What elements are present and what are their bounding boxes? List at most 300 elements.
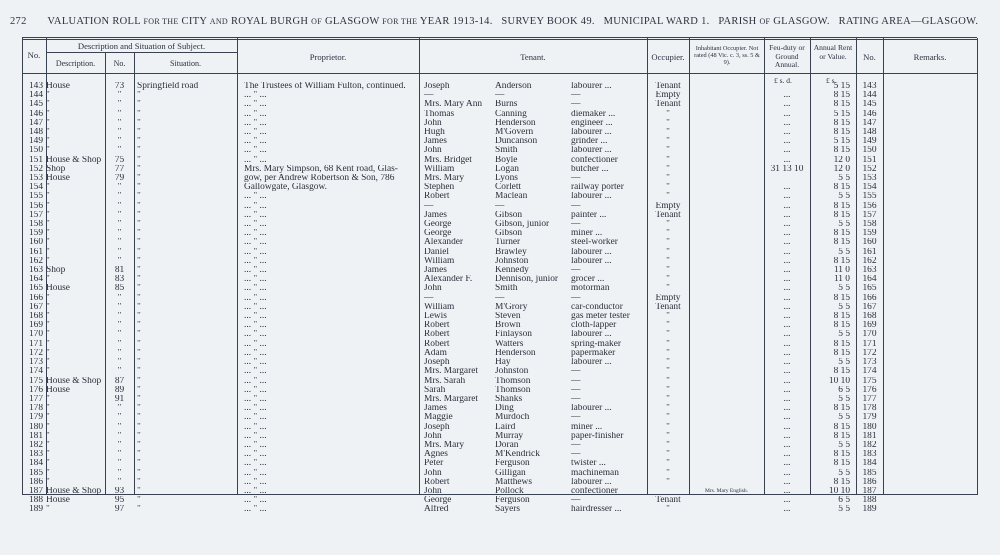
row-number: 172 [28, 348, 43, 358]
row-occupier: Empty [655, 201, 681, 211]
col-header-occupier: Occupier. [651, 52, 685, 62]
row-proprietor: ... " ... [244, 210, 267, 220]
row-inhabitant-occupier [689, 312, 764, 321]
row-number-right: 183 [862, 450, 877, 460]
row-street-number: 89 [114, 385, 125, 395]
row-feu-duty: ... [783, 450, 791, 460]
row-tenant-forename: Mrs. Margaret [424, 367, 478, 377]
title-year: YEAR 1913-14. [419, 16, 493, 27]
row-number: 166 [28, 293, 43, 303]
table-row [22, 377, 883, 386]
header-top-rule-2 [22, 39, 977, 40]
row-occupier: " [666, 192, 670, 202]
table-row [22, 358, 883, 367]
row-situation: " [137, 220, 141, 230]
row-feu-duty: 31 13 10 [770, 164, 804, 174]
row-feu-duty: ... [783, 238, 791, 248]
row-street-number: " [117, 413, 122, 423]
row-tenant-forename: Agnes [424, 450, 448, 460]
row-feu-duty: ... [783, 413, 791, 423]
row-number-right: 162 [862, 256, 877, 266]
row-street-number: 77 [114, 164, 125, 174]
row-tenant-occupation: confectioner [571, 155, 618, 165]
row-annual-value: 5 5 [838, 284, 850, 294]
row-description: " [46, 91, 50, 101]
row-tenant-surname: M'Govern [495, 128, 534, 138]
row-annual-value: 12 0 [833, 155, 850, 165]
row-feu-duty: ... [783, 459, 791, 469]
row-annual-value: 11 0 [833, 266, 850, 276]
table-row [22, 450, 883, 459]
row-number-right: 143 [862, 82, 877, 91]
table-row [22, 100, 883, 109]
row-tenant-surname: Maclean [495, 192, 528, 202]
row-inhabitant-occupier [689, 146, 764, 155]
row-description: " [46, 330, 50, 340]
row-annual-value: 5 15 [833, 82, 850, 91]
row-description: House [46, 385, 70, 395]
row-situation: " [137, 486, 141, 496]
row-annual-value: 8 15 [833, 431, 850, 441]
row-occupier: Tenant [655, 302, 681, 312]
row-tenant-occupation: labourer ... [571, 256, 612, 266]
row-situation: " [137, 100, 141, 110]
table-row [22, 110, 883, 119]
row-proprietor: Gallowgate, Glasgow. [244, 183, 327, 193]
row-street-number: " [117, 339, 122, 349]
row-number-right: 172 [862, 348, 877, 358]
row-inhabitant-occupier [689, 432, 764, 441]
row-tenant-surname: Turner [495, 238, 521, 248]
row-street-number: " [117, 238, 122, 248]
row-feu-duty: ... [783, 376, 791, 386]
row-number: 160 [28, 238, 43, 248]
page-number: 272 [10, 16, 27, 27]
row-tenant-occupation: — [571, 293, 581, 303]
row-inhabitant-occupier: Mrs. Mary English. [704, 487, 749, 494]
row-annual-value: 8 15 [833, 210, 850, 220]
row-annual-value: 6 5 [838, 496, 850, 506]
row-number: 173 [28, 358, 43, 368]
row-number: 189 [28, 505, 43, 515]
row-tenant-forename: Robert [424, 339, 450, 349]
row-number: 161 [28, 247, 43, 257]
row-street-number: " [117, 201, 122, 211]
row-proprietor: ... " ... [244, 367, 267, 377]
row-description: " [46, 183, 50, 193]
row-description: " [46, 450, 50, 460]
row-street-number: " [117, 302, 122, 312]
row-feu-duty: ... [783, 440, 791, 450]
table-row [22, 386, 883, 395]
table-row [22, 192, 883, 201]
parish-label: PARISH [718, 16, 757, 27]
table-row [22, 432, 883, 441]
row-feu-duty: ... [783, 468, 791, 478]
row-street-number: " [117, 431, 122, 441]
row-annual-value: 8 15 [833, 229, 850, 239]
row-proprietor: ... " ... [244, 100, 267, 110]
row-occupier: " [666, 413, 670, 423]
row-number-right: 155 [862, 192, 877, 202]
row-number: 159 [28, 229, 43, 239]
table-row [22, 128, 883, 137]
row-tenant-surname: Boyle [495, 155, 518, 165]
row-inhabitant-occupier [689, 294, 764, 303]
row-number-right: 163 [862, 266, 877, 276]
row-proprietor: ... " ... [244, 505, 267, 515]
col-header-description: Description. [55, 59, 96, 68]
row-tenant-forename: Mrs. Mary [424, 174, 465, 184]
row-annual-value: 8 15 [833, 312, 850, 322]
row-occupier: " [666, 146, 670, 156]
row-feu-duty: ... [783, 293, 791, 303]
row-tenant-occupation: — [571, 385, 581, 395]
row-feu-duty: ... [783, 155, 791, 165]
row-feu-duty: ... [783, 348, 791, 358]
row-situation: " [137, 477, 141, 487]
row-description: " [46, 302, 50, 312]
table-row [22, 220, 883, 229]
row-number-right: 189 [862, 505, 877, 515]
row-feu-duty: ... [783, 109, 791, 119]
row-annual-value: 5 5 [838, 192, 850, 202]
row-number-right: 173 [862, 358, 877, 368]
row-number-right: 180 [862, 422, 877, 432]
row-number: 148 [28, 128, 43, 138]
row-description: " [46, 431, 50, 441]
row-tenant-forename: John [424, 486, 442, 496]
row-number-right: 181 [862, 431, 877, 441]
row-number-right: 176 [862, 385, 877, 395]
row-occupier: " [666, 164, 670, 174]
row-occupier: " [666, 450, 670, 460]
row-tenant-occupation: — [571, 496, 581, 506]
row-annual-value: 5 5 [838, 468, 850, 478]
row-proprietor: ... " ... [244, 91, 267, 101]
row-tenant-surname: Doran [495, 440, 519, 450]
row-street-number: " [117, 293, 122, 303]
row-tenant-surname: Henderson [495, 348, 536, 358]
row-feu-duty: ... [783, 146, 791, 156]
row-tenant-surname: Laird [495, 422, 516, 432]
parish-of: OF [759, 17, 771, 26]
row-tenant-forename: — [424, 201, 434, 211]
row-occupier: " [666, 477, 670, 487]
row-number-right: 170 [862, 330, 877, 340]
row-inhabitant-occupier [689, 330, 764, 339]
row-occupier: " [666, 376, 670, 386]
row-annual-value: 8 15 [833, 404, 850, 414]
row-feu-duty: ... [783, 192, 791, 202]
row-inhabitant-occupier [689, 505, 764, 514]
row-tenant-surname: Gibson, junior [495, 220, 550, 230]
row-occupier: " [666, 229, 670, 239]
row-annual-value: 8 15 [833, 118, 850, 128]
row-annual-value: 5 5 [838, 413, 850, 423]
row-tenant-forename: Adam [424, 348, 447, 358]
row-description: " [46, 210, 50, 220]
row-tenant-forename: Stephen [424, 183, 455, 193]
row-tenant-surname: Finlayson [495, 330, 532, 340]
row-proprietor: ... " ... [244, 477, 267, 487]
row-feu-duty: ... [783, 394, 791, 404]
row-occupier: Empty [655, 293, 681, 303]
row-occupier: " [666, 330, 670, 340]
row-tenant-occupation: — [571, 367, 581, 377]
row-annual-value: 8 15 [833, 450, 850, 460]
title-royal: ROYAL BURGH [230, 16, 309, 27]
row-proprietor: ... " ... [244, 118, 267, 128]
row-proprietor: ... " ... [244, 376, 267, 386]
row-street-number: " [117, 450, 122, 460]
row-situation: " [137, 183, 141, 193]
row-tenant-surname: Gibson [495, 210, 523, 220]
row-tenant-surname: Murdoch [495, 413, 530, 423]
table-row [22, 487, 883, 496]
row-number-right: 164 [862, 275, 877, 285]
row-feu-duty: ... [783, 137, 791, 147]
table-row [22, 330, 883, 339]
col-header-number: No. [113, 59, 126, 68]
row-proprietor: The Trustees of William Fulton, continued. [244, 82, 406, 91]
row-street-number: " [117, 229, 122, 239]
row-tenant-surname: Watters [495, 339, 524, 349]
row-feu-duty: ... [783, 275, 791, 285]
table-row [22, 248, 883, 257]
row-number: 154 [28, 183, 43, 193]
row-number-right: 177 [862, 394, 877, 404]
row-tenant-surname: Henderson [495, 118, 536, 128]
row-occupier: " [666, 275, 670, 285]
table-row [22, 321, 883, 330]
row-tenant-surname: Smith [495, 146, 518, 156]
row-occupier: " [666, 247, 670, 257]
row-description: " [46, 201, 50, 211]
row-number: 186 [28, 477, 43, 487]
row-annual-value: 5 15 [833, 109, 850, 119]
col-rule [977, 38, 978, 495]
row-tenant-occupation: cloth-lapper [571, 321, 617, 331]
table-row [22, 183, 883, 192]
row-tenant-occupation: — [571, 450, 581, 460]
row-feu-duty: ... [783, 358, 791, 368]
row-tenant-surname: Lyons [495, 174, 518, 184]
row-street-number: 85 [114, 284, 125, 294]
row-inhabitant-occupier [689, 238, 764, 247]
row-annual-value: 8 15 [833, 293, 850, 303]
table-row [22, 349, 883, 358]
row-description: " [46, 440, 50, 450]
row-occupier: " [666, 312, 670, 322]
table-row [22, 229, 883, 238]
row-feu-duty: ... [783, 486, 791, 496]
row-tenant-surname: M'Kendrick [495, 450, 540, 460]
row-description: " [46, 459, 50, 469]
row-tenant-occupation: labourer ... [571, 146, 612, 156]
row-tenant-surname: Thomson [495, 385, 531, 395]
row-annual-value: 5 15 [833, 137, 850, 147]
row-inhabitant-occupier [689, 386, 764, 395]
row-annual-value: 8 15 [833, 201, 850, 211]
row-tenant-occupation: twister ... [571, 459, 606, 469]
row-description: " [46, 220, 50, 230]
row-description: " [46, 109, 50, 119]
row-inhabitant-occupier [689, 395, 764, 404]
row-inhabitant-occupier [689, 229, 764, 238]
row-inhabitant-occupier [689, 202, 764, 211]
row-occupier [647, 487, 689, 496]
row-number: 151 [28, 155, 43, 165]
table-row [22, 211, 883, 220]
row-tenant-occupation: railway porter [571, 183, 624, 193]
row-tenant-surname: Duncanson [495, 137, 538, 147]
row-description: House [46, 174, 70, 184]
col-rule [883, 38, 884, 495]
row-feu-duty: ... [783, 128, 791, 138]
title-forthe: FOR THE [382, 17, 418, 26]
row-proprietor: ... " ... [244, 394, 267, 404]
row-inhabitant-occupier [689, 82, 764, 91]
row-proprietor: ... " ... [244, 247, 267, 257]
row-street-number: 83 [114, 275, 125, 285]
row-number-right: 158 [862, 220, 877, 230]
row-tenant-surname: Gilligan [495, 468, 526, 478]
row-feu-duty: ... [783, 100, 791, 110]
title-roll: VALUATION ROLL [47, 16, 141, 27]
row-proprietor: ... " ... [244, 468, 267, 478]
row-occupier: " [666, 128, 670, 138]
row-street-number: " [117, 459, 122, 469]
row-annual-value: 8 15 [833, 459, 850, 469]
row-proprietor: ... " ... [244, 330, 267, 340]
row-occupier: " [666, 358, 670, 368]
row-street-number: " [117, 312, 122, 322]
row-tenant-surname: — [495, 91, 505, 101]
row-tenant-occupation: butcher ... [571, 164, 609, 174]
row-number-right: 156 [862, 201, 877, 211]
valuation-table [22, 82, 883, 515]
row-number-right: 187 [862, 486, 877, 496]
row-annual-value: 6 5 [838, 385, 850, 395]
row-tenant-surname: Matthews [495, 477, 532, 487]
row-inhabitant-occupier [689, 275, 764, 284]
row-tenant-surname: Ferguson [495, 459, 530, 469]
col-header-annual: Annual Rent or Value. [813, 43, 853, 61]
row-proprietor: ... " ... [244, 496, 267, 506]
row-number-right: 174 [862, 367, 877, 377]
row-occupier: Tenant [655, 210, 681, 220]
row-tenant-occupation: labourer ... [571, 330, 612, 340]
row-description: House [46, 284, 70, 294]
row-situation: " [137, 367, 141, 377]
row-inhabitant-occupier [689, 137, 764, 146]
row-proprietor: ... " ... [244, 440, 267, 450]
row-number: 170 [28, 330, 43, 340]
row-proprietor: ... " ... [244, 321, 267, 331]
row-street-number: " [117, 348, 122, 358]
row-street-number: " [117, 468, 122, 478]
row-inhabitant-occupier [689, 174, 764, 183]
row-proprietor: ... " ... [244, 275, 267, 285]
row-tenant-occupation: — [571, 201, 581, 211]
row-tenant-occupation: gas meter tester [571, 312, 630, 322]
row-street-number: " [117, 321, 122, 331]
row-number-right: 153 [862, 174, 877, 184]
row-annual-value: 12 0 [833, 164, 850, 174]
row-street-number: " [117, 477, 122, 487]
row-number-right: 157 [862, 210, 877, 220]
table-row [22, 156, 883, 165]
row-number: 175 [28, 376, 43, 386]
row-description: " [46, 505, 50, 515]
row-tenant-occupation: miner ... [571, 422, 603, 432]
row-street-number: " [117, 422, 122, 432]
row-tenant-forename: Mrs. Bridget [424, 155, 472, 165]
row-tenant-forename: John [424, 468, 442, 478]
row-occupier: " [666, 348, 670, 358]
row-tenant-occupation: labourer ... [571, 358, 612, 368]
row-tenant-occupation: — [571, 100, 581, 110]
row-annual-value: 10 10 [828, 376, 850, 386]
row-tenant-occupation: spring-maker [571, 339, 621, 349]
row-tenant-surname: Pollock [495, 486, 524, 496]
row-tenant-forename: — [424, 91, 434, 101]
table-row [22, 459, 883, 468]
row-description: " [46, 192, 50, 202]
row-annual-value: 8 15 [833, 339, 850, 349]
row-proprietor: ... " ... [244, 348, 267, 358]
row-inhabitant-occupier [689, 469, 764, 478]
row-occupier: " [666, 431, 670, 441]
row-situation: " [137, 210, 141, 220]
row-occupier: " [666, 367, 670, 377]
row-tenant-surname: Hay [495, 358, 511, 368]
row-occupier: Tenant [655, 100, 681, 110]
row-situation: " [137, 505, 141, 515]
row-feu-duty: ... [783, 477, 791, 487]
row-tenant-forename: James [424, 137, 447, 147]
row-tenant-occupation: — [571, 376, 581, 386]
row-situation: " [137, 155, 141, 165]
row-street-number: 79 [114, 174, 125, 184]
row-number-right: 160 [862, 238, 877, 248]
row-tenant-surname: Dennison, junior [495, 275, 559, 285]
row-tenant-surname: — [495, 201, 505, 211]
row-description: House [46, 496, 70, 506]
row-annual-value: 8 15 [833, 422, 850, 432]
row-description: House [46, 82, 70, 91]
row-description: " [46, 339, 50, 349]
row-number-right: 167 [862, 302, 877, 312]
row-street-number: " [117, 247, 122, 257]
row-description: " [46, 128, 50, 138]
row-occupier: " [666, 238, 670, 248]
row-situation: " [137, 394, 141, 404]
row-proprietor: ... " ... [244, 128, 267, 138]
row-proprietor: ... " ... [244, 459, 267, 469]
row-tenant-occupation: — [571, 413, 581, 423]
row-proprietor: ... " ... [244, 109, 267, 119]
row-situation: " [137, 385, 141, 395]
row-situation: " [137, 431, 141, 441]
row-description: " [46, 118, 50, 128]
row-number: 178 [28, 404, 43, 414]
row-number: 164 [28, 275, 43, 285]
row-proprietor: ... " ... [244, 413, 267, 423]
table-row [22, 423, 883, 432]
row-number-right: 182 [862, 440, 877, 450]
